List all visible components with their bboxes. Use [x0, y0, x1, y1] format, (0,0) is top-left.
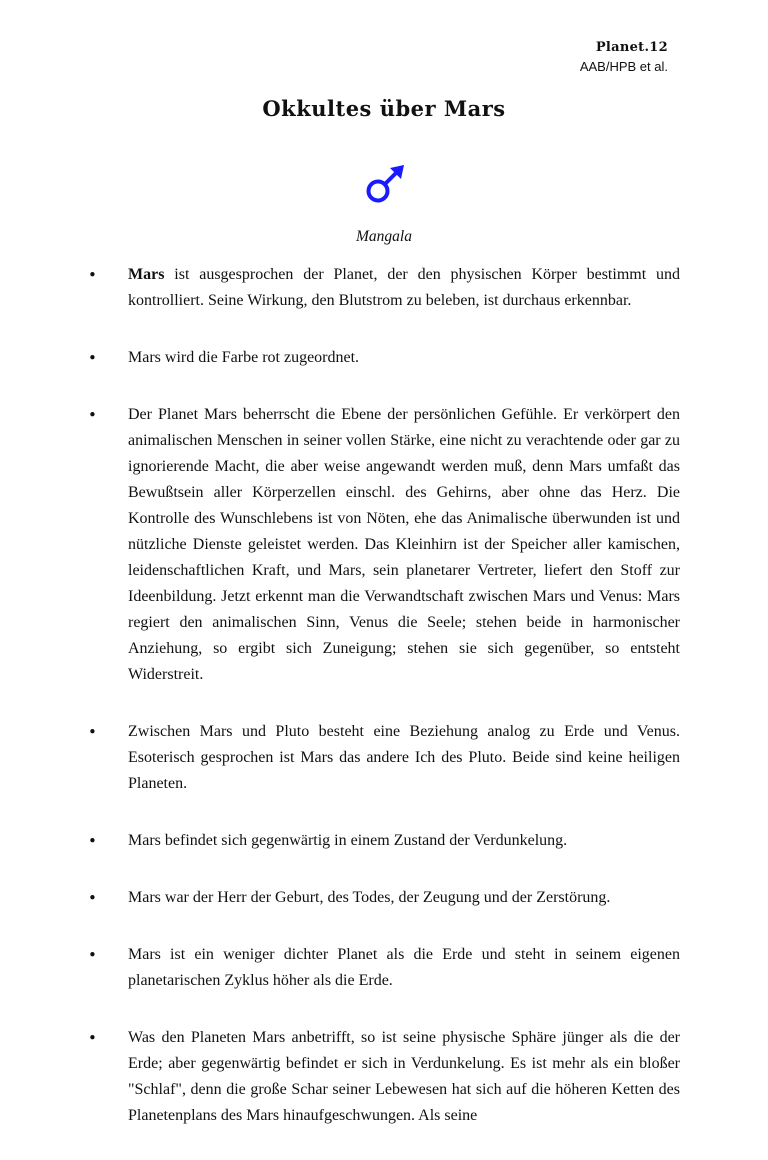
list-item [88, 942, 680, 994]
bullet-icon: • [88, 1029, 97, 1047]
subtitle: Mangala [356, 228, 412, 245]
bullet-icon: • [88, 946, 97, 964]
list-item-text [128, 942, 680, 994]
list-item-text [128, 262, 680, 314]
document-code: Planet.12 [595, 40, 668, 55]
paragraph-text: Zwischen Mars und Pluto besteht eine Beziehung analog zu Erde und Venus. Esoterisch gesprochen ist Mars das andere Ich des Pluto. Beide sind keine heiligen Planeten. [128, 723, 680, 792]
paragraph-text: Der Planet Mars beherrscht die Ebene der persönlichen Gefühle. Er verkörpert den animalischen Menschen in seiner vollen Stärke, eine nicht zu verachtende oder gar zu ignorierende Macht, die aber weise angewandt werden muß, denn Mars umfaßt das Bewußtsein aller Körperzellen einschl. des Gehirns, aber ohne das Herz. Die Kontrolle des Wunschlebens ist von Nöten, ehe das Animalische überwunden ist und nützliche Dienste geleistet werden. Das Kleinhirn ist der Speicher aller kamischen, leidenschaftlichen Kraft, und Mars, sein planetarer Vertreter, liefert den Stoff zur Ideenbildung. Jetzt erkennt man die Verwandtschaft zwischen Mars und Venus: Mars regiert den animalischen Sinn, Venus die Seele; stehen beide in harmonischer Anziehung, so ergibt sich Zuneigung; stehen sie sich gegenüber, so entsteht Widerstreit. [128, 406, 680, 683]
document-authors: AAB/HPB et al. [579, 59, 668, 74]
paragraph-text: Mars befindet sich gegenwärtig in einem Zustand der Verdunkelung. [128, 832, 568, 849]
list-item-text [128, 1025, 680, 1129]
bullet-icon: • [88, 889, 97, 907]
list-item-text [128, 828, 680, 854]
paragraph-text: Mars wird die Farbe rot zugeordnet. [128, 349, 360, 366]
list-item [88, 828, 680, 854]
page-title: Okkultes über Mars [262, 96, 506, 121]
list-item [88, 402, 680, 688]
bullet-icon: • [88, 406, 97, 424]
bullet-list [88, 262, 680, 1160]
bullet-icon: • [88, 349, 97, 367]
page-header [580, 40, 668, 74]
list-item-text [128, 885, 680, 911]
list-item [88, 262, 680, 314]
bullet-icon: • [88, 266, 97, 284]
list-item-text [128, 402, 680, 688]
paragraph-text: Mars war der Herr der Geburt, des Todes, der Zeugung und der Zerstörung. [128, 889, 611, 906]
list-item-text [128, 345, 680, 371]
list-item-text [128, 719, 680, 797]
bullet-icon: • [88, 723, 97, 741]
bullet-icon: • [88, 832, 97, 850]
list-item [88, 1025, 680, 1129]
emphasis: Mars [128, 266, 165, 283]
list-item [88, 719, 680, 797]
list-item [88, 885, 680, 911]
paragraph-text: Mars ist ein weniger dichter Planet als die Erde und steht in seinem eigenen planetarischen Zyklus höher als die Erde. [128, 946, 680, 989]
paragraph-text: ist ausgesprochen der Planet, der den physischen Körper bestimmt und kontrolliert. Seine Wirkung, den Blutstrom zu beleben, ist durchaus erkennbar. [128, 266, 680, 309]
list-item [88, 345, 680, 371]
paragraph-text: Was den Planeten Mars anbetrifft, so ist seine physische Sphäre jünger als die der Erde; aber gegenwärtig befindet er sich in Verdunkelung. Es ist mehr als ein bloßer "Schlaf", denn die große Schar seiner Lebewesen hat sich auf die höheren Ketten des Planetenplans des Mars hinaufgeschwungen. Als seine [128, 1029, 680, 1124]
mars-symbol-icon [364, 162, 408, 206]
